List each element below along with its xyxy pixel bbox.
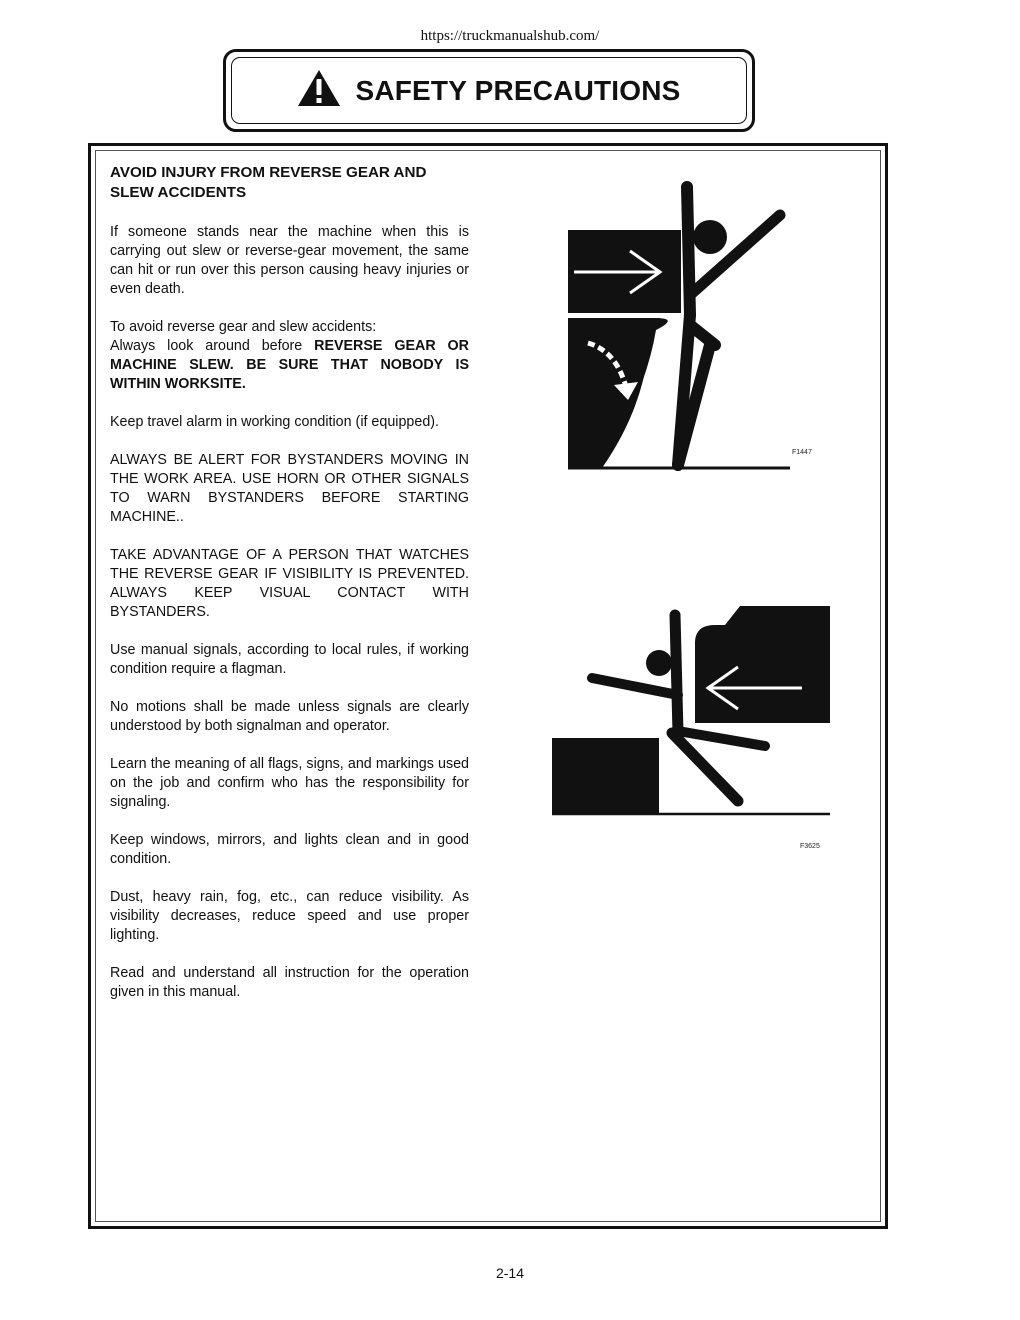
paragraph-11: Read and understand all instruction for the operation given in this manual. <box>110 965 469 1000</box>
banner-title: SAFETY PRECAUTIONS <box>355 74 681 106</box>
paragraph-2-bold: REVERSE GEAR OR MACHINE SLEW. BE SURE THAT NOBODY IS WITHIN WORKSITE. <box>110 338 469 392</box>
section-heading: AVOID INJURY FROM REVERSE GEAR AND SLEW ACCIDENTS <box>110 164 427 201</box>
figure-2-label: F3625 <box>800 843 820 850</box>
paragraph-3: Keep travel alarm in working condition (if equipped). <box>110 414 440 430</box>
paragraph-5: TAKE ADVANTAGE OF A PERSON THAT WATCHES THE REVERSE GEAR IF VISIBILITY IS PREVENTED. ALWAYS KEEP VISUAL CONTACT WITH BYSTANDERS. <box>110 547 469 620</box>
text-column <box>110 163 469 1021</box>
paragraph-8: Learn the meaning of all flags, signs, and markings used on the job and confirm who has the responsibility for signaling. <box>110 756 469 810</box>
paragraph-10: Dust, heavy rain, fog, etc., can reduce visibility. As visibility decreases, reduce speed and use proper lighting. <box>110 889 469 943</box>
figure-1-label: F1447 <box>792 449 812 456</box>
paragraph-9: Keep windows, mirrors, and lights clean and in good condition. <box>110 832 469 867</box>
paragraph-6: Use manual signals, according to local rules, if working condition require a flagman. <box>110 642 469 677</box>
paragraph-2-normal: Always look around before <box>110 338 315 354</box>
paragraph-4: ALWAYS BE ALERT FOR BYSTANDERS MOVING IN THE WORK AREA. USE HORN OR OTHER SIGNALS TO WARN BYSTANDERS BEFORE STARTING MACHINE.. <box>110 452 469 525</box>
paragraph-2 <box>110 318 469 394</box>
warning-triangle-icon <box>297 69 341 112</box>
paragraph-7: No motions shall be made unless signals are clearly understood by both signalman and operator. <box>110 699 469 734</box>
safety-banner <box>223 49 755 132</box>
reverse-gear-accident-pictogram <box>550 603 835 828</box>
paragraph-1: If someone stands near the machine when this is carrying out slew or reverse-gear movement, the same can hit or run over this person causing heavy injuries or even death. <box>110 224 469 297</box>
paragraph-2-intro: To avoid reverse gear and slew accidents: <box>110 319 377 335</box>
source-url: https://truckmanualshub.com/ <box>420 28 600 44</box>
slew-accident-pictogram <box>560 175 820 480</box>
page-number: 2-14 <box>495 1265 525 1281</box>
